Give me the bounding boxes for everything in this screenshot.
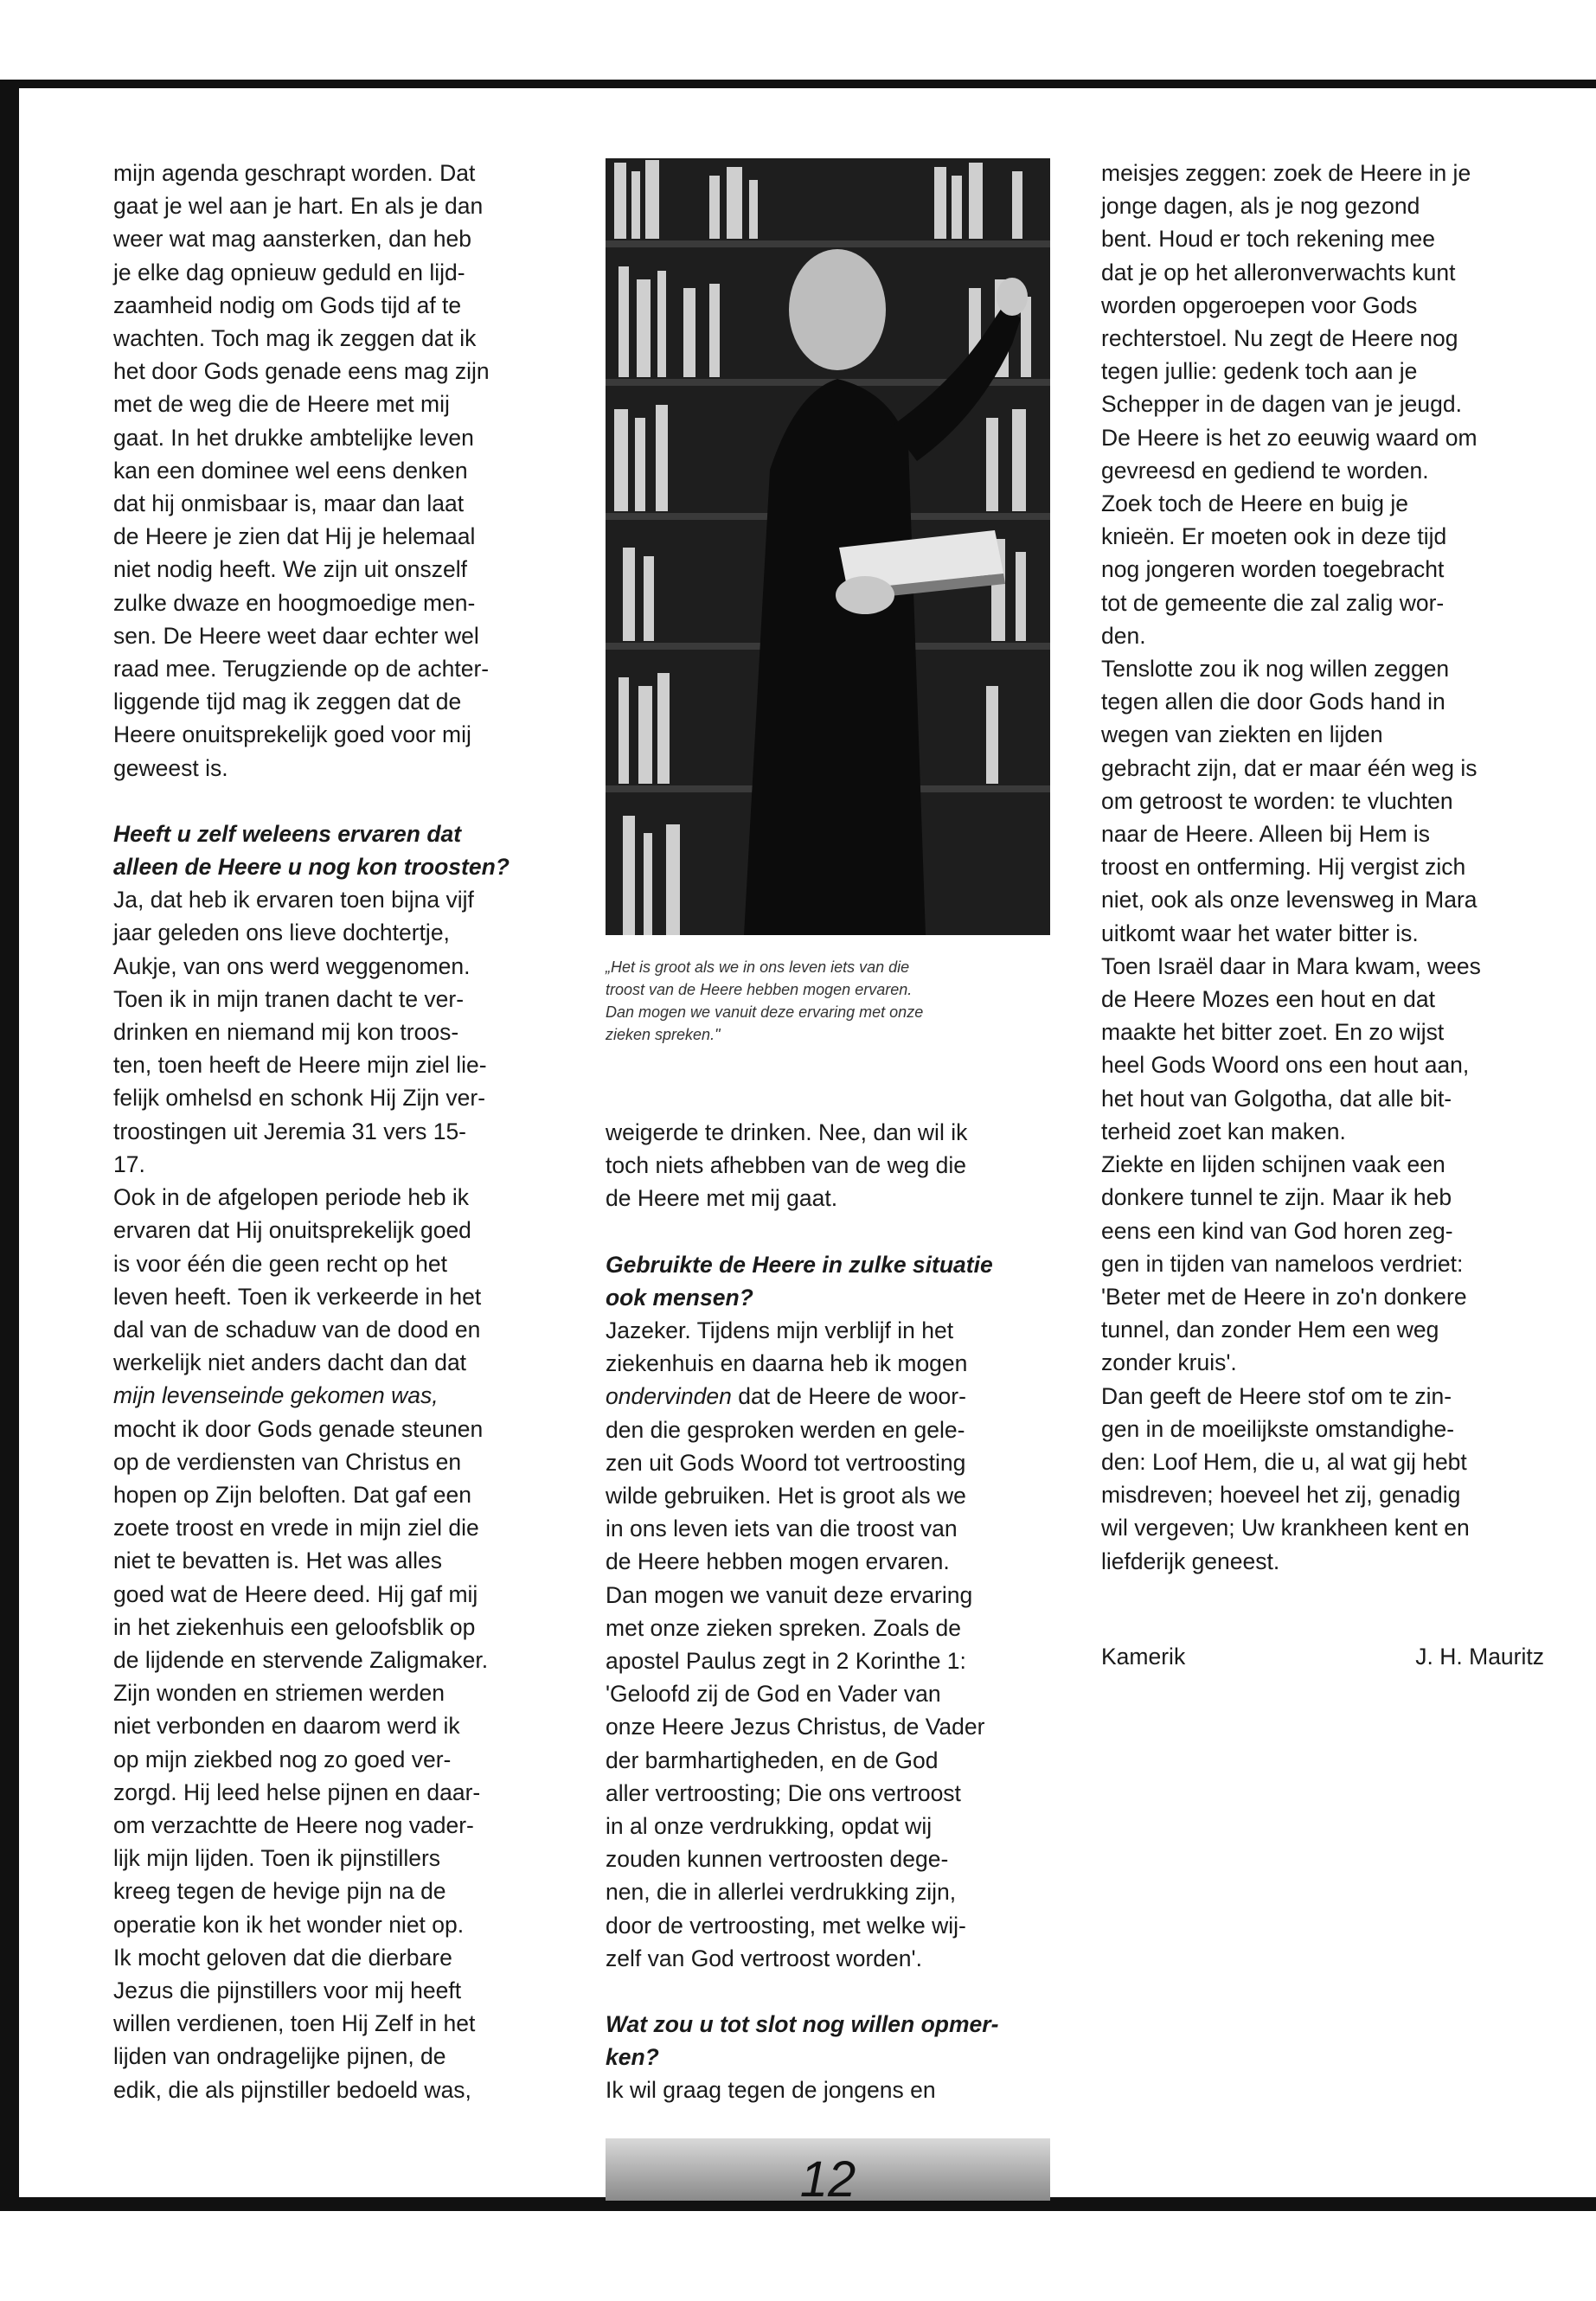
paragraph: Ziekte en lijden schijnen vaak een donkere tunnel te zijn. Maar ik heb eens een kind van God horen zeg- gen in tijden van nameloos verdriet: 'Beter met de Heere in zo'n donkere tunnel, dan zonder Hem een weg zonder kruis'. xyxy=(1101,1151,1467,1376)
page-number: 12 xyxy=(799,2151,856,2208)
paragraph: meisjes zeggen: zoek de Heere in je jonge dagen, als je nog gezond bent. Houd er toch rekening mee dat je op het alleronverwachts kunt worden opgeroepen voor Gods rechterstoel. Nu zegt de Heere nog tegen jullie: gedenk toch aan je Schepper in de dagen van je jeugd. De Heere is het zo eeuwig waard om gevreesd en gediend te worden. Zoek toch de Heere en buig je knieën. Er moeten ook in deze tijd nog jongeren worden toegebracht tot de gemeente die zal zalig wor- den. xyxy=(1101,160,1477,649)
photo-minister-at-bookshelf xyxy=(606,158,1050,935)
text-run: dat de Heere de woor- den die gesproken werden en gele- zen uit Gods Woord tot vertroosting wilde gebruiken. Het is groot als we in ons leven iets van die troost van de Heere hebben mogen ervaren. Dan mogen we vanuit deze ervaring met onze zieken spreken. Zoals de apostel Paulus zegt in 2 Korinthe 1: 'Geloofd zij de God en Vader van onze Heere Jezus Christus, de Vader der barmhartigheden, en de God aller vertroosting; Die ons vertroost in al onze verdrukking, opdat wij zouden kunnen vertroosten dege- nen, die in allerlei verdrukking zijn, door de vertroosting, met welke wij- zelf van God vertroost worden'. xyxy=(606,1383,985,1971)
top-border-rule xyxy=(0,80,1596,88)
paragraph: weigerde te drinken. Nee, dan wil ik toch niets afhebben van de weg die de Heere met mij gaat. xyxy=(606,1119,968,1212)
text-run: Jazeker. Tijdens mijn verblijf in het ziekenhuis en daarna heb ik mogen xyxy=(606,1317,968,1377)
paragraph: Ik wil graag tegen de jongens en xyxy=(606,2077,936,2104)
paragraph: Dan geeft de Heere stof om te zin- gen in de moeilijkste omstandighe- den: Loof Hem, die u, al wat gij hebt misdreven; hoeveel het zij, genadig wil vergeven; Uw krankheen kent en liefderijk geneest. xyxy=(1101,1382,1470,1574)
signature-place: Kamerik xyxy=(1101,1644,1186,1670)
paragraph: mijn agenda geschrapt worden. Dat gaat je wel aan je hart. En als je dan weer wat mag aansterken, dan heb je elke dag opnieuw geduld en lijd- zaamheid nodig om Gods tijd af te wachten. Toch mag ik zeggen dat ik het door Gods genade eens mag zijn met de weg die de Heere met mij gaat. In het drukke ambtelijke leven kan een dominee wel eens denken dat hij onmisbaar is, maar dan laat de Heere je zien dat Hij je helemaal niet nodig heeft. We zijn uit onszelf zulke dwaze en hoogmoedige men- sen. De Heere weet daar echter wel raad mee. Terugziende op de achter- liggende tijd mag ik zeggen dat de Heere onuitsprekelijk goed voor mij geweest is. xyxy=(113,160,490,781)
paragraph: Tenslotte zou ik nog willen zeggen tegen allen die door Gods hand in wegen van ziekten en lijden gebracht zijn, dat er maar één weg is om getroost te worden: te vluchten naar de Heere. Alleen bij Hem is troost en ontferming. Hij vergist zich niet, ook als onze levensweg in Mara uitkomt waar het water bitter is. Toen Israël daar in Mara kwam, wees de Heere Mozes een hout en dat maakte het bitter zoet. En zo wijst heel Gods Woord ons een hout aan, het hout van Golgotha, dat alle bit- terheid zoet kan maken. xyxy=(1101,656,1481,1144)
paragraph xyxy=(113,1181,563,2106)
text-run: Ook in de afgelopen periode heb ik ervaren dat Hij onuitsprekelijk goed is voor één die geen recht op het leven heeft. Toen ik verkeerde in het dal van de schaduw van de dood en werkelijk niet anders dacht dan dat xyxy=(113,1184,482,1376)
paragraph xyxy=(606,1314,1055,1975)
text-run: mocht ik door Gods genade steunen op de verdiensten van Christus en hopen op Zijn beloften. Dat gaf een zoete troost en vrede in mijn ziel die niet te bevatten is. Het was alles goed wat de Heere deed. Hij gaf mij in het ziekenhuis een geloofsblik op de lijdende en stervende Zaligmaker. Zijn wonden en striemen werden niet verbonden en daarom werd ik op mijn ziekbed nog zo goed ver- zorgd. Hij leed helse pijnen en daar- om verzachtte de Heere nog vader- lijk mijn lijden. Toen ik pijnstillers kreeg tegen de hevige pijn na de operatie kon ik het wonder niet op. Ik mocht geloven dat die dierbare Jezus die pijnstillers voor mij heeft willen verdienen, toen Hij Zelf in het lijden van ondragelijke pijnen, de edik, die als pijnstiller bedoeld was, xyxy=(113,1415,489,2103)
italic-text: ondervinden xyxy=(606,1383,732,1410)
interview-question: Wat zou u tot slot nog willen opmer- ken? xyxy=(606,2011,999,2071)
signature-line xyxy=(1101,1644,1544,1670)
interview-question: Heeft u zelf weleens ervaren dat alleen de Heere u nog kon troosten? xyxy=(113,820,510,881)
photo-illustration xyxy=(606,158,1050,935)
left-border-rule xyxy=(0,80,19,2209)
page-number-box xyxy=(606,2138,1050,2208)
italic-text: mijn levenseinde gekomen was, xyxy=(113,1382,439,1409)
left-column xyxy=(113,157,563,2106)
middle-column xyxy=(606,1116,1055,2107)
photo-caption: „Het is groot als we in ons leven iets van die troost van de Heere hebben mogen ervaren. Dan mogen we vanuit deze ervaring met onze zieken spreken." xyxy=(606,958,924,1043)
paragraph: Ja, dat heb ik ervaren toen bijna vijf jaar geleden ons lieve dochtertje, Aukje, van ons werd weggenomen. Toen ik in mijn tranen dacht te ver- drinken en niemand mij kon troos- ten, toen heeft de Heere mijn ziel lie- felijk omhelsd en schonk Hij Zijn ver- troostingen uit Jeremia 31 vers 15- 17. xyxy=(113,887,487,1177)
signature-author: J. H. Mauritz xyxy=(1415,1644,1544,1670)
interview-question: Gebruikte de Heere in zulke situatie ook mensen? xyxy=(606,1251,993,1311)
right-column xyxy=(1101,157,1551,1578)
